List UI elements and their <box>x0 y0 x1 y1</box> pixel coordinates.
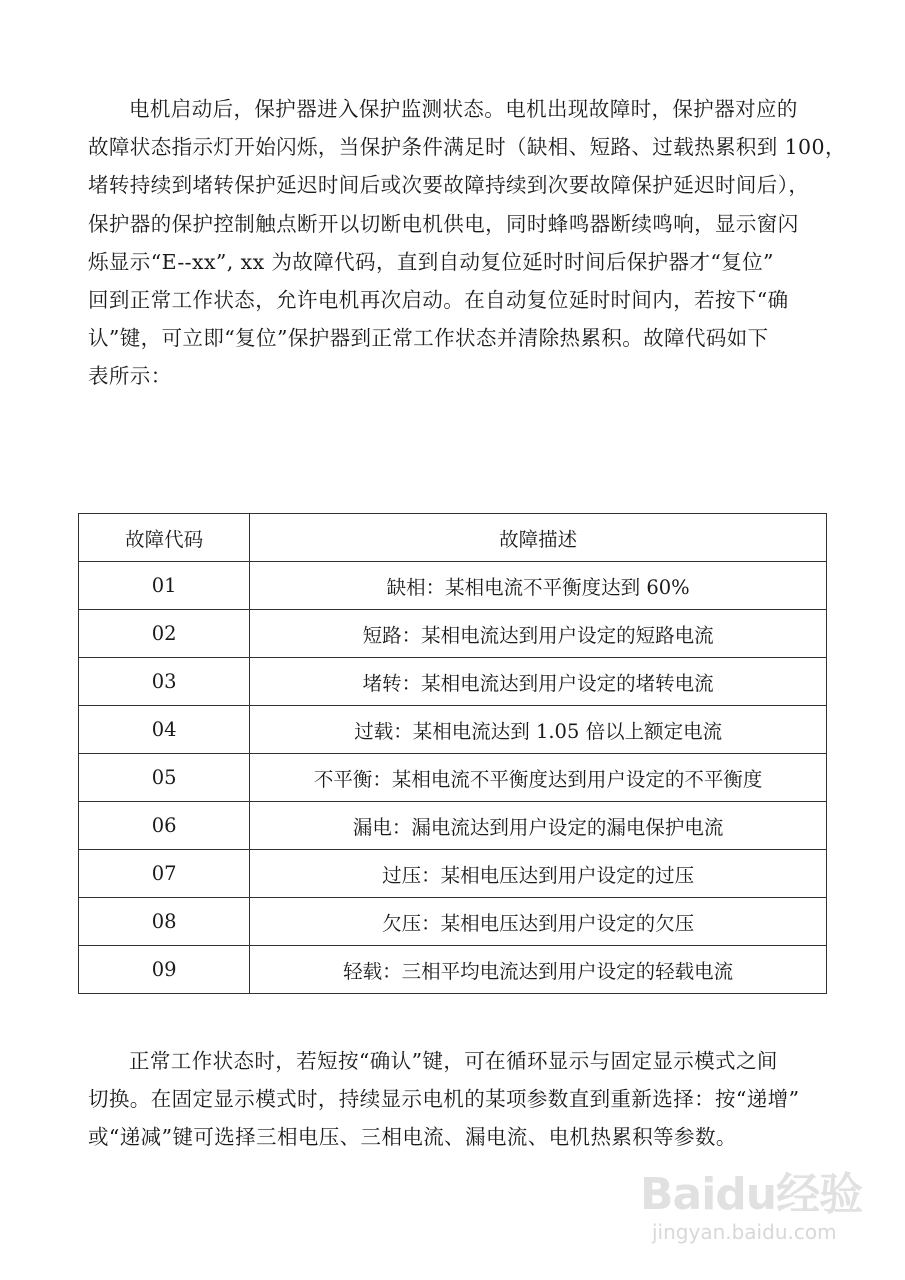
fault-code-cell: 06 <box>79 802 250 850</box>
fault-description-cell: 欠压：某相电压达到用户设定的欠压 <box>250 898 827 946</box>
table-row <box>79 898 827 946</box>
fault-description-cell: 缺相：某相电流不平衡度达到 60% <box>250 562 827 610</box>
fault-code-cell: 03 <box>79 658 250 706</box>
table-header-row <box>79 514 827 562</box>
fault-description-cell: 漏电：漏电流达到用户设定的漏电保护电流 <box>250 802 827 850</box>
paragraph-line: 认”键，可立即“复位”保护器到正常工作状态并清除热累积。故障代码如下 <box>88 326 769 351</box>
paragraph-line: 表所示： <box>88 364 172 389</box>
table-row <box>79 850 827 898</box>
header-fault-description: 故障描述 <box>250 514 827 562</box>
paragraph-line: 故障状态指示灯开始闪烁，当保护条件满足时（缺相、短路、过载热累积到 100， <box>88 135 846 160</box>
fault-code-cell: 09 <box>79 946 250 994</box>
watermark-brand: Baidu经验 <box>640 1169 863 1220</box>
table-row <box>79 754 827 802</box>
paragraph-line: 保护器的保护控制触点断开以切断电机供电，同时蜂鸣器断续鸣响，显示窗闪 <box>88 211 799 236</box>
fault-description-cell: 堵转：某相电流达到用户设定的堵转电流 <box>250 658 827 706</box>
fault-description-cell: 短路：某相电流达到用户设定的短路电流 <box>250 610 827 658</box>
display-mode-paragraph <box>88 1042 823 1157</box>
fault-description-cell: 不平衡：某相电流不平衡度达到用户设定的不平衡度 <box>250 754 827 802</box>
paragraph-line: 堵转持续到堵转保护延迟时间后或次要故障持续到次要故障保护延迟时间后）， <box>88 173 810 198</box>
paragraph-line: 电机启动后，保护器进入保护监测状态。电机出现故障时，保护器对应的 <box>129 97 798 121</box>
fault-code-cell: 04 <box>79 706 250 754</box>
paragraph-line: 正常工作状态时，若短按“确认”键，可在循环显示与固定显示模式之间 <box>129 1049 778 1073</box>
fault-description-cell: 过压：某相电压达到用户设定的过压 <box>250 850 827 898</box>
fault-code-cell: 01 <box>79 562 250 610</box>
fault-code-table <box>78 513 827 994</box>
paragraph-line: 回到正常工作状态，允许电机再次启动。在自动复位延时时间内，若按下“确 <box>88 288 789 313</box>
table-row <box>79 610 827 658</box>
fault-code-cell: 05 <box>79 754 250 802</box>
baidu-jingyan-watermark <box>640 1158 880 1258</box>
intro-paragraph <box>88 90 846 396</box>
table-row <box>79 658 827 706</box>
paragraph-line: 烁显示“E--xx”, xx 为故障代码，直到自动复位延时时间后保护器才“复位” <box>88 249 774 274</box>
fault-description-cell: 过载：某相电流达到 1.05 倍以上额定电流 <box>250 706 827 754</box>
paragraph-line: 切换。在固定显示模式时，持续显示电机的某项参数直到重新选择：按“递增” <box>88 1087 800 1112</box>
table-row <box>79 802 827 850</box>
fault-code-cell: 07 <box>79 850 250 898</box>
fault-code-cell: 08 <box>79 898 250 946</box>
paragraph-line: 或“递减”键可选择三相电压、三相电流、漏电流、电机热累积等参数。 <box>88 1125 737 1150</box>
fault-description-cell: 轻载：三相平均电流达到用户设定的轻载电流 <box>250 946 827 994</box>
watermark-url: jingyan.baidu.com <box>652 1220 837 1244</box>
table-row <box>79 562 827 610</box>
header-fault-code: 故障代码 <box>79 514 250 562</box>
table-row <box>79 706 827 754</box>
table-row <box>79 946 827 994</box>
fault-code-cell: 02 <box>79 610 250 658</box>
